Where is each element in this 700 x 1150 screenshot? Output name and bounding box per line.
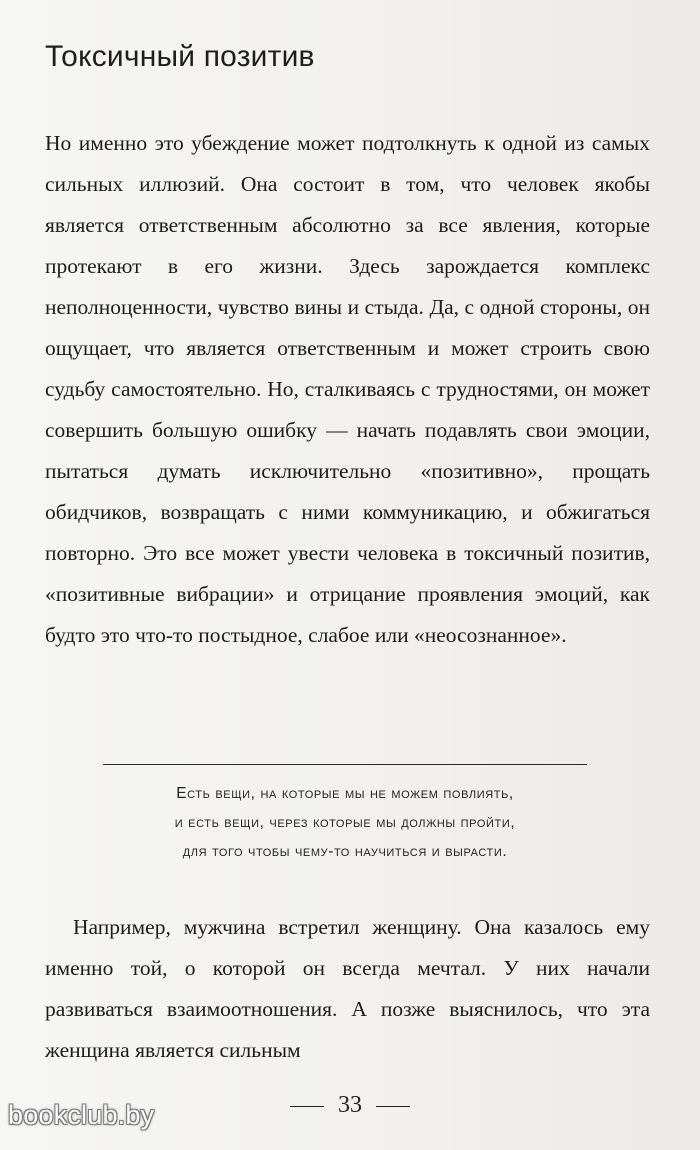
watermark-logo: bookclub.by: [8, 1100, 155, 1130]
pull-quote-line-2: и есть вещи, через которые мы должны пройти,: [174, 814, 516, 831]
folio-dash-right: [376, 1106, 410, 1107]
quote-divider: [103, 764, 587, 765]
page-number: 33: [338, 1092, 362, 1118]
pull-quote-line-3: для того чтобы чему-то научиться и вырасти.: [182, 843, 508, 860]
body-paragraph-2: Например, мужчина встретил женщину. Она казалось ему именно той, о которой он всегда мечтал. У них начали развиваться взаимоотношения. А позже выяснилось, что эта женщина является сильным: [45, 915, 650, 1062]
pull-quote-line-1: Есть вещи, на которые мы не можем повлиять,: [176, 785, 514, 802]
folio-dash-left: [290, 1106, 324, 1107]
section-heading: Токсичный позитив: [45, 40, 315, 73]
pull-quote: [103, 779, 587, 866]
body-paragraph-1: Но именно это убеждение может подтолкнуть к одной из самых сильных иллюзий. Она состоит в том, что человек якобы является ответственным абсолютно за все явления, которые протекают в его жизни. Здесь зарождается комплекс неполноценности, чувство вины и стыда. Да, с одной стороны, он ощущает, что является ответственным и может строить свою судьбу самостоятельно. Но, сталкиваясь с трудностями, он может совершить большую ошибку — начать подавлять свои эмоции, пытаться думать исключительно «позитивно», прощать обидчиков, возвращать с ними коммуникацию, и обжигаться повторно. Это все может увести человека в токсичный позитив, «позитивные вибрации» и отрицание проявления эмоций, как будто это что-то постыдное, слабое или «неосознанное».: [45, 131, 650, 647]
